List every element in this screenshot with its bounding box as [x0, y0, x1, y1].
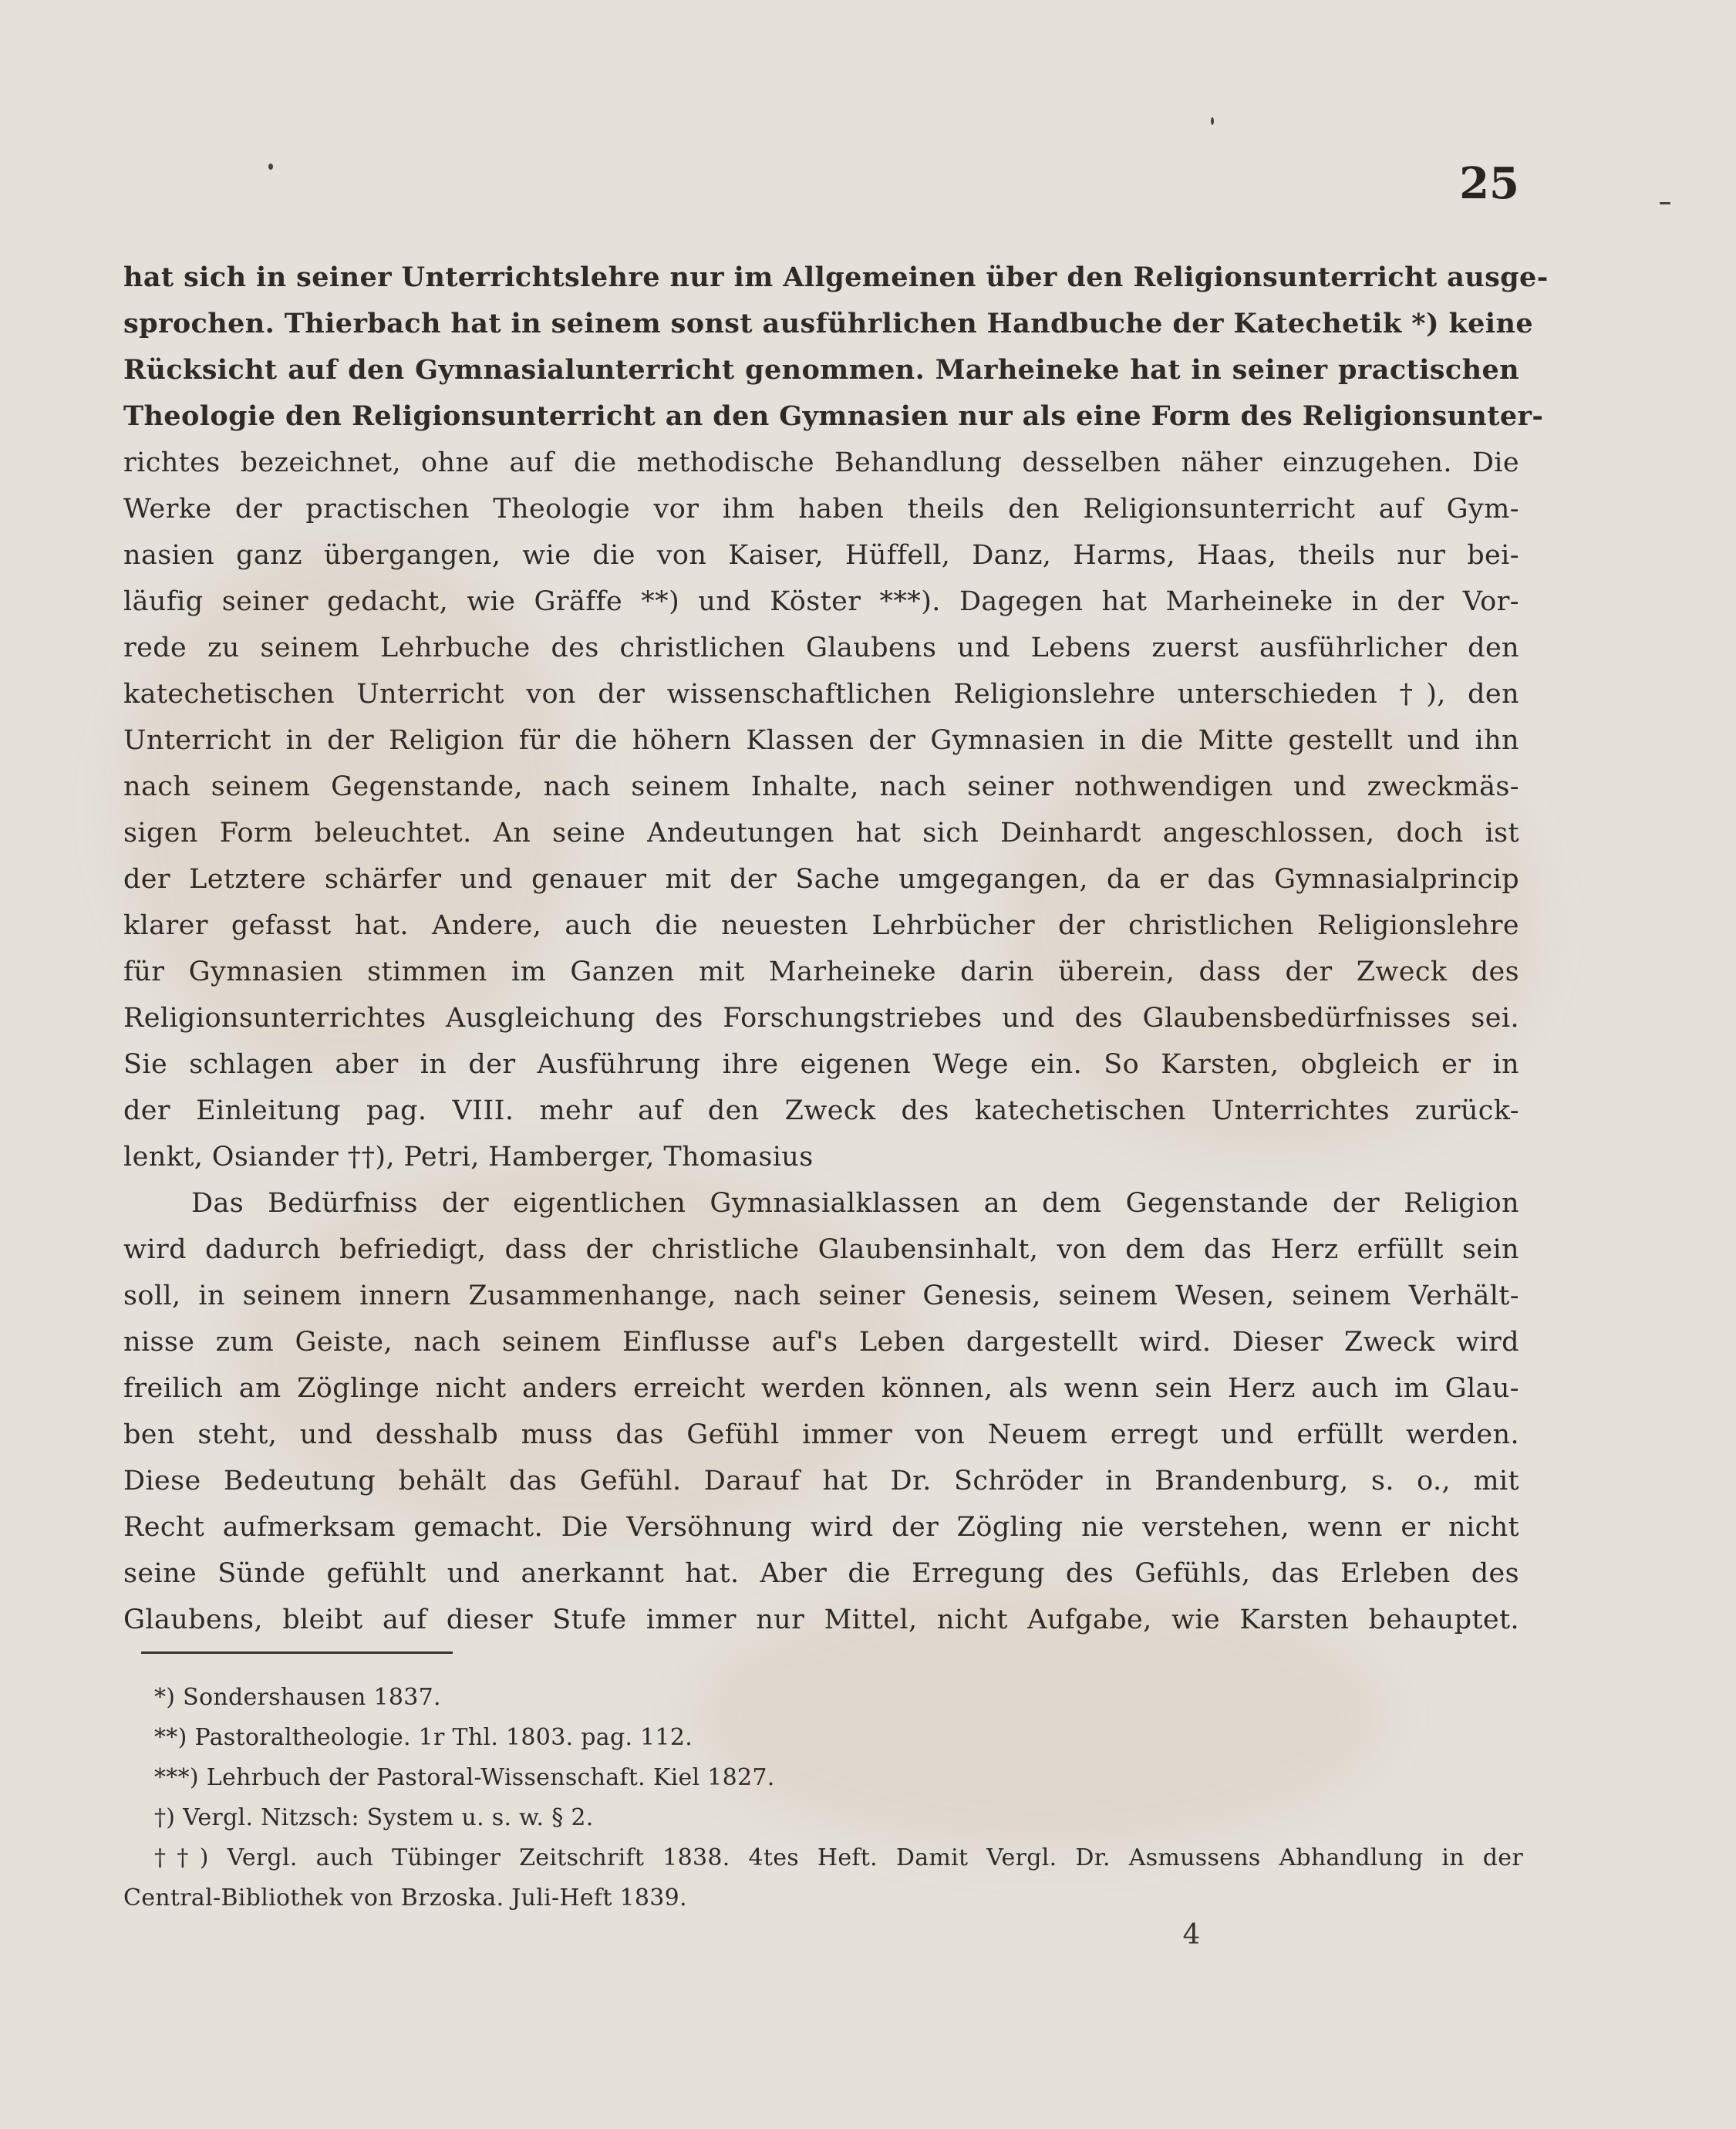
text-line: Werke der practischen Theologie vor ihm haben theils den Religionsunterricht auf Gym- — [123, 494, 1519, 525]
text-line: Sie schlagen aber in der Ausführung ihre eigenen Wege ein. So Karsten, obgleich er in — [123, 1049, 1519, 1080]
text-line: der Einleitung pag. VIII. mehr auf den Zweck des katechetischen Unterrichtes zurück- — [123, 1095, 1519, 1126]
text-line: Diese Bedeutung behält das Gefühl. Darauf hat Dr. Schröder in Brandenburg, s. o., mit — [123, 1466, 1519, 1496]
paper-speck — [268, 164, 273, 170]
body-text — [123, 255, 1549, 1643]
text-line: katechetischen Unterricht von der wissenschaftlichen Religionslehre unterschieden †), den — [123, 679, 1519, 710]
text-line: lenkt, Osiander ††), Petri, Hamberger, Thomasius — [123, 1142, 814, 1172]
text-line: Glaubens, bleibt auf dieser Stufe immer nur Mittel, nicht Aufgabe, wie Karsten behauptet. — [123, 1604, 1519, 1635]
footnote-rule — [141, 1652, 453, 1654]
text-line: Rücksicht auf den Gymnasialunterricht genommen. Marheineke hat in seiner practischen — [123, 354, 1519, 386]
text-line: rede zu seinem Lehrbuche des christlichen Glaubens und Lebens zuerst ausführlicher den — [123, 633, 1519, 663]
text-line: Recht aufmerksam gemacht. Die Versöhnung wird der Zögling nie verstehen, wenn er nicht — [123, 1512, 1519, 1543]
footnotes — [123, 1678, 1523, 1918]
text-line: hat sich in seiner Unterrichtslehre nur im Allgemeinen über den Religionsunterricht ausge- — [123, 261, 1549, 293]
text-line: der Letztere schärfer und genauer mit der Sache umgegangen, da er das Gymnasialprincip — [123, 864, 1519, 895]
text-line: für Gymnasien stimmen im Ganzen mit Marheineke darin überein, dass der Zweck des — [123, 957, 1519, 987]
text-line: soll, in seinem innern Zusammenhange, nach seiner Genesis, seinem Wesen, seinem Verhält- — [123, 1280, 1519, 1311]
text-line: Unterricht in der Religion für die höhern Klassen der Gymnasien in die Mitte gestellt und ihn — [123, 725, 1519, 756]
footnote: *) Sondershausen 1837. — [154, 1684, 441, 1711]
text-line: Theologie den Religionsunterricht an den Gymnasien nur als eine Form des Religionsunter- — [123, 400, 1544, 432]
text-line: seine Sünde gefühlt und anerkannt hat. Aber die Erregung des Gefühls, das Erleben des — [123, 1558, 1519, 1589]
text-line: klarer gefasst hat. Andere, auch die neuesten Lehrbücher der christlichen Religionslehre — [123, 910, 1519, 941]
page-number: 25 — [1459, 158, 1519, 209]
footnote: †) Vergl. Nitzsch: System u. s. w. § 2. — [154, 1804, 594, 1831]
text-line: wird dadurch befriedigt, dass der christliche Glaubensinhalt, von dem das Herz erfüllt sein — [123, 1234, 1519, 1265]
footnote: **) Pastoraltheologie. 1r Thl. 1803. pag. 112. — [154, 1724, 693, 1751]
paper-speck — [1660, 202, 1670, 204]
footnote: ***) Lehrbuch der Pastoral-Wissenschaft. Kiel 1827. — [154, 1764, 775, 1791]
text-line: läufig seiner gedacht, wie Gräffe **) und Köster ***). Dagegen hat Marheineke in der Vor- — [123, 586, 1519, 617]
text-line: Das Bedürfniss der eigentlichen Gymnasialklassen an dem Gegenstande der Religion — [191, 1188, 1519, 1219]
text-line: sigen Form beleuchtet. An seine Andeutungen hat sich Deinhardt angeschlossen, doch ist — [123, 818, 1519, 849]
text-line: nasien ganz übergangen, wie die von Kaiser, Hüffell, Danz, Harms, Haas, theils nur bei- — [123, 540, 1519, 571]
text-line: richtes bezeichnet, ohne auf die methodische Behandlung desselben näher einzugehen. Die — [123, 447, 1519, 478]
paper-speck — [1211, 117, 1214, 125]
text-line: nisse zum Geiste, nach seinem Einflusse auf's Leben dargestellt wird. Dieser Zweck wird — [123, 1327, 1519, 1358]
text-line: freilich am Zöglinge nicht anders erreicht werden können, als wenn sein Herz auch im Glau- — [123, 1373, 1519, 1404]
signature-mark: 4 — [1182, 1919, 1201, 1951]
text-line: sprochen. Thierbach hat in seinem sonst ausführlichen Handbuche der Katechetik *) keine — [123, 308, 1534, 339]
text-line: Religionsunterrichtes Ausgleichung des Forschungstriebes und des Glaubensbedürfnisses sei. — [123, 1003, 1519, 1034]
footnote: ††) Vergl. auch Tübinger Zeitschrift 1838. 4tes Heft. Damit Vergl. Dr. Asmussens Abhandlung in der — [154, 1844, 1523, 1871]
text-line: nach seinem Gegenstande, nach seinem Inhalte, nach seiner nothwendigen und zweckmäs- — [123, 771, 1519, 802]
text-line: ben steht, und desshalb muss das Gefühl immer von Neuem erregt und erfüllt werden. — [123, 1419, 1519, 1450]
footnote-continuation: Central-Bibliothek von Brzoska. Juli-Heft 1839. — [123, 1884, 687, 1911]
